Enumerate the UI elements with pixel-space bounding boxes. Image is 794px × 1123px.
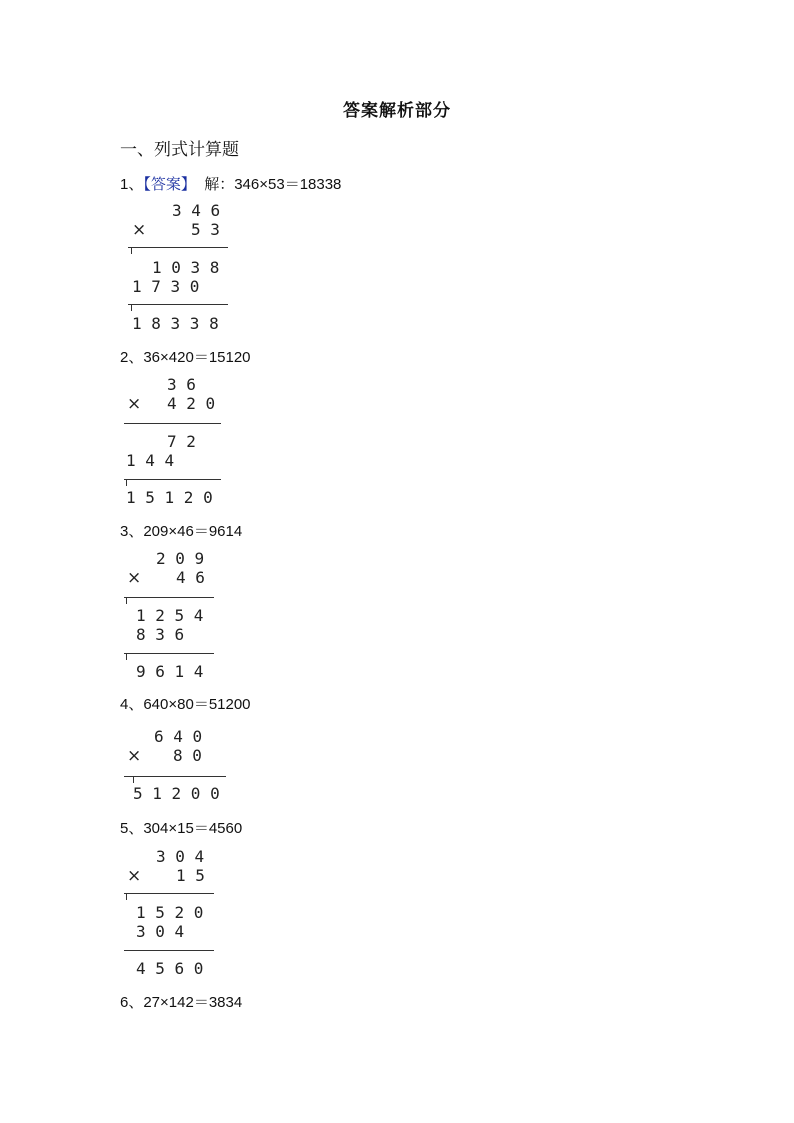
multiplicand: 6 4 0 (154, 727, 203, 746)
page-title: 答案解析部分 (343, 101, 451, 121)
divider-tick (126, 654, 127, 660)
divider-tick (126, 894, 127, 900)
product-result: 4 5 6 0 (136, 959, 204, 978)
partial-product-1: 1 2 5 4 (136, 606, 204, 625)
partial-product-1: 1 0 3 8 (152, 258, 220, 277)
divider-tick (131, 305, 132, 311)
problem-5-statement (120, 817, 242, 838)
divider-line (124, 776, 226, 777)
divider-line (124, 597, 214, 598)
divider-tick (126, 480, 127, 486)
answer-tag: 【答案】 (143, 175, 196, 193)
problem-number: 5、 (120, 820, 144, 837)
vertical-multiplication-5 (124, 846, 224, 981)
multiplier: 1 5 (176, 866, 205, 885)
divider-line (124, 950, 214, 951)
partial-product-2: 1 7 3 0 (132, 277, 200, 296)
times-sign: × (127, 394, 142, 414)
problem-6-statement (120, 991, 242, 1012)
partial-product-2: 8 3 6 (136, 625, 185, 644)
divider-line (124, 423, 221, 424)
multiplier: 5 3 (191, 220, 220, 239)
problem-2-statement (120, 346, 251, 367)
times-sign: × (132, 220, 147, 240)
multiplicand: 3 0 4 (156, 847, 205, 866)
multiplier: 8 0 (173, 746, 202, 765)
problem-expression: 209×46＝9614 (143, 523, 243, 540)
divider-tick (133, 777, 134, 783)
divider-line (128, 247, 228, 248)
divider-line (124, 479, 221, 480)
multiplicand: 3 6 (167, 375, 196, 394)
multiplier: 4 2 0 (167, 394, 216, 413)
problem-number: 2、 (120, 349, 144, 366)
problem-number: 6、 (120, 994, 144, 1011)
divider-line (124, 653, 214, 654)
partial-product-1: 7 2 (167, 432, 196, 451)
divider-line (128, 304, 228, 305)
partial-product-2: 3 0 4 (136, 922, 185, 941)
product-result: 9 6 1 4 (136, 662, 204, 681)
divider-line (124, 893, 214, 894)
problem-expression: 640×80＝51200 (143, 696, 251, 713)
vertical-multiplication-1 (128, 200, 233, 335)
problem-expression: 304×15＝4560 (143, 820, 243, 837)
partial-product-2: 1 4 4 (126, 451, 175, 470)
problem-1-statement (120, 173, 341, 194)
problem-number: 4、 (120, 696, 144, 713)
multiplier: 4 6 (176, 568, 205, 587)
section-heading: 一、列式计算题 (120, 140, 239, 160)
product-result: 1 8 3 3 8 (132, 314, 219, 333)
multiplicand: 2 0 9 (156, 549, 205, 568)
vertical-multiplication-2 (124, 374, 229, 509)
problem-4-statement (120, 693, 251, 714)
times-sign: × (127, 568, 142, 588)
vertical-multiplication-4 (124, 726, 234, 806)
product-result: 1 5 1 2 0 (126, 488, 213, 507)
product-result: 5 1 2 0 0 (133, 784, 220, 803)
times-sign: × (127, 746, 142, 766)
problem-expression: 346×53＝18338 (234, 176, 342, 193)
problem-expression: 36×420＝15120 (143, 349, 251, 366)
divider-tick (131, 248, 132, 254)
times-sign: × (127, 866, 142, 886)
partial-product-1: 1 5 2 0 (136, 903, 204, 922)
divider-tick (126, 598, 127, 604)
problem-3-statement (120, 520, 242, 541)
multiplicand: 3 4 6 (172, 201, 221, 220)
problem-number: 1、 (120, 176, 144, 193)
problem-expression: 27×142＝3834 (143, 994, 243, 1011)
problem-number: 3、 (120, 523, 144, 540)
solution-prefix: 解： (204, 175, 235, 193)
vertical-multiplication-3 (124, 548, 224, 683)
